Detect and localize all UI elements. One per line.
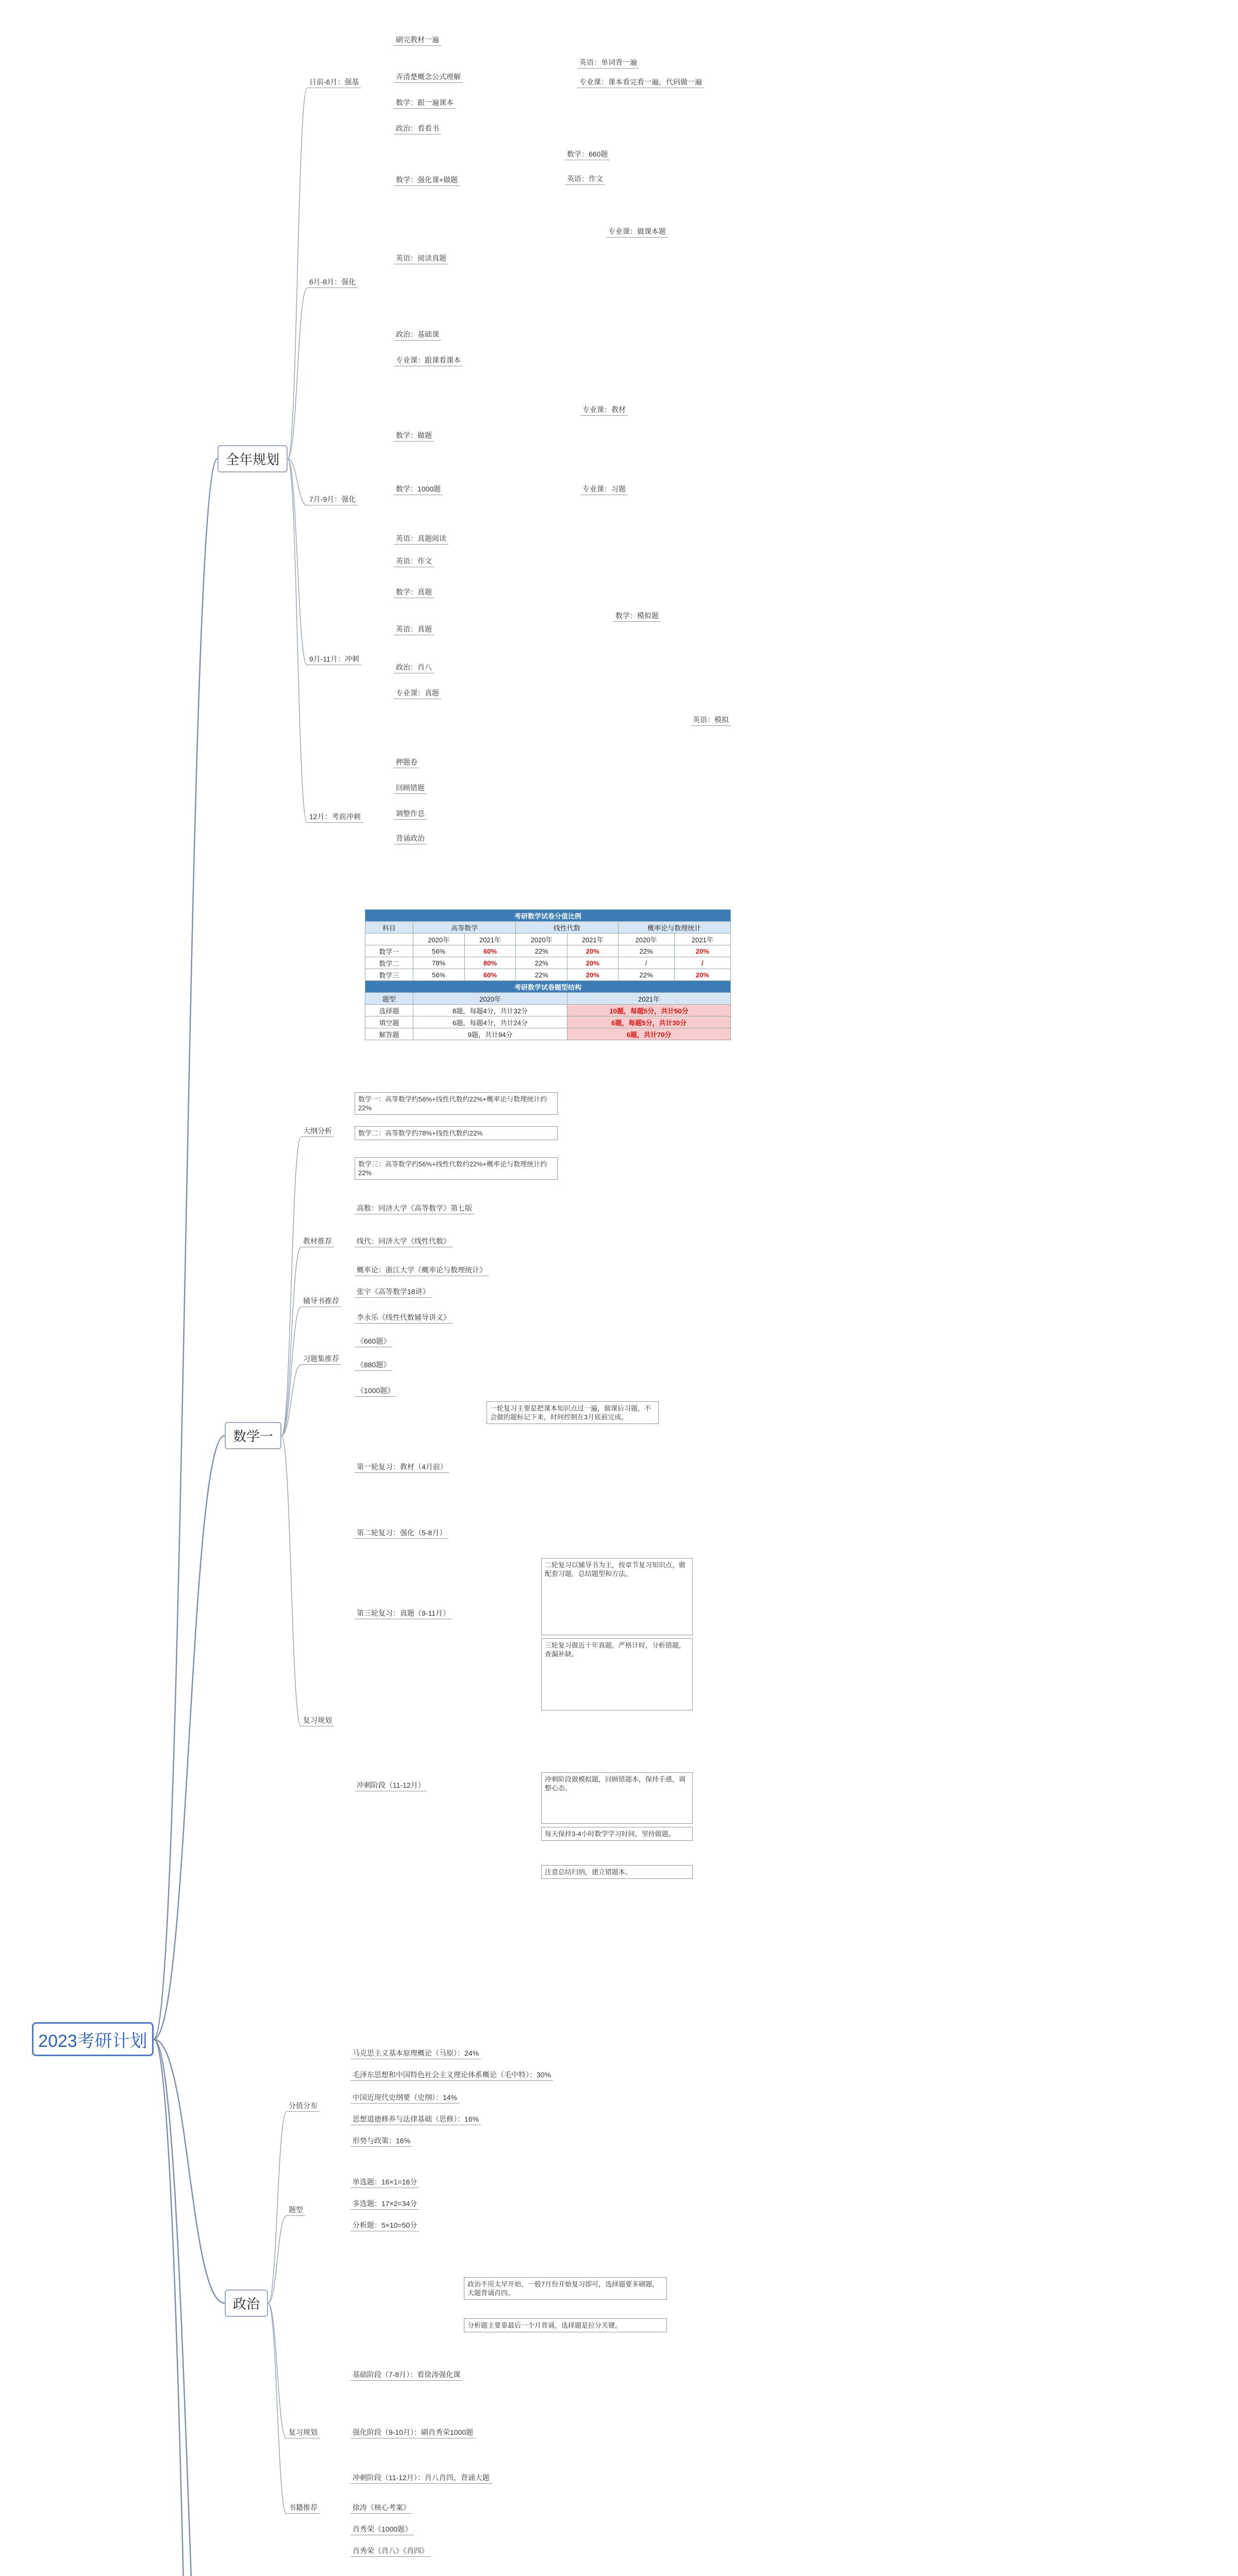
- plan-item: 背诵政治: [394, 834, 427, 844]
- table-cell: /: [618, 957, 674, 969]
- plan-item: 专业课：真题: [394, 688, 441, 699]
- math-note: 每天保持3-4小时数学学习时间，坚持做题。: [541, 1827, 693, 1841]
- plan-phase-3[interactable]: 7月-9月：强化: [307, 495, 358, 505]
- politics-note: 政治不用太早开始，一般7月份开始复习即可，选择题要多刷题，大题背诵肖四。: [464, 2277, 667, 2300]
- table-cell: 22%: [516, 957, 567, 969]
- math-note: 注意总结归纳，建立错题本。: [541, 1865, 693, 1879]
- col-header: 科目: [365, 922, 413, 934]
- table-cell: 9题，共计94分: [413, 1028, 567, 1040]
- plan-item: 回顾错题: [394, 783, 427, 794]
- math-item: 张宇《高等数学18讲》: [355, 1287, 432, 1298]
- year-header: 2021年: [464, 934, 516, 945]
- plan-item: 英语：阅读真题: [394, 253, 448, 264]
- politics-note: 分析题主要靠最后一个月背诵，选择题是拉分关键。: [464, 2318, 667, 2332]
- plan-item: 专业课：跟课看课本: [394, 355, 463, 366]
- math-note: 冲刺阶段做模拟题，回顾错题本，保持手感，调整心态。: [541, 1772, 693, 1824]
- politics-group[interactable]: 分值分布: [287, 2101, 320, 2112]
- table-cell: 10题，每题5分，共计50分: [567, 1005, 731, 1016]
- math-note: 三轮复习做近十年真题，严格计时，分析错题，查漏补缺。: [541, 1638, 693, 1710]
- table-cell: 78%: [413, 957, 464, 969]
- root-node[interactable]: 2023考研计划: [32, 2022, 154, 2056]
- politics-item: 马克思主义基本原理概论（马原）：24%: [350, 2048, 481, 2059]
- table-cell: 22%: [618, 969, 674, 981]
- table-cell: 选择题: [365, 1005, 413, 1016]
- table-cell: 60%: [464, 945, 516, 957]
- politics-item: 分析题：5×10=50分: [350, 2221, 419, 2231]
- math-group[interactable]: 习题集推荐: [301, 1354, 341, 1365]
- col-header: 高等数学: [413, 922, 516, 934]
- table-cell: 22%: [516, 945, 567, 957]
- year-header: 2021年: [567, 934, 618, 945]
- math-note: 二轮复习以辅导书为主，按章节复习知识点，做配套习题，总结题型和方法。: [541, 1558, 693, 1635]
- politics-item: 中国近现代史纲要（史纲）：14%: [350, 2093, 459, 2104]
- politics-item: 肖秀荣《肖八》《肖四》: [350, 2546, 430, 2557]
- table-cell: 20%: [567, 957, 618, 969]
- math-item: 《1000题》: [355, 1386, 396, 1397]
- table-cell: 数学三: [365, 969, 413, 981]
- year-header: 2020年: [516, 934, 567, 945]
- politics-item: 冲刺阶段（11-12月）：肖八肖四，背诵大题: [350, 2473, 492, 2484]
- politics-item: 肖秀荣《1000题》: [350, 2524, 414, 2535]
- table-cell: 解答题: [365, 1028, 413, 1040]
- plan-item: 刷完教材一遍: [394, 35, 441, 46]
- plan-item: 弄清楚概念公式理解: [394, 72, 463, 83]
- year-header: 2020年: [618, 934, 674, 945]
- plan-item: 数学：做题: [394, 431, 434, 442]
- plan-item: 数学：660题: [565, 149, 610, 160]
- plan-item: 英语：模拟: [691, 715, 731, 726]
- math-group[interactable]: 教材推荐: [301, 1236, 334, 1247]
- politics-item: 多选题：17×2=34分: [350, 2199, 419, 2210]
- math-group[interactable]: 辅导书推荐: [301, 1296, 341, 1307]
- table-cell: 20%: [674, 969, 730, 981]
- table-cell: 6题，每题5分，共计30分: [567, 1016, 731, 1028]
- plan-phase-1[interactable]: 日前-6月：强基: [307, 77, 361, 88]
- plan-item: 英语：作文: [394, 556, 434, 567]
- col-header: 题型: [365, 993, 413, 1005]
- table-cell: 22%: [618, 945, 674, 957]
- math-phase[interactable]: 第二轮复习：强化（5-8月）: [355, 1528, 448, 1539]
- table-cell: 60%: [464, 969, 516, 981]
- year-header: 2021年: [674, 934, 730, 945]
- table-cell: 20%: [674, 945, 730, 957]
- politics-item: 强化阶段（9-10月）：刷肖秀荣1000题: [350, 2428, 475, 2438]
- plan-item: 政治：基础课: [394, 330, 441, 341]
- table-cell: 数学二: [365, 957, 413, 969]
- plan-item: 专业课：做课本题: [606, 227, 668, 238]
- col-header: 2021年: [567, 993, 731, 1005]
- plan-item: 英语：单词背一遍: [577, 58, 639, 69]
- math-note: 一轮复习主要是把课本知识点过一遍，做课后习题，不会做的题标记下来，时间控制在3月底前完成。: [487, 1401, 659, 1424]
- politics-item: 形势与政策：16%: [350, 2136, 412, 2147]
- table-cell: 6题，共计70分: [567, 1028, 731, 1040]
- plan-item: 调整作息: [394, 809, 427, 820]
- politics-group[interactable]: 题型: [287, 2205, 305, 2216]
- plan-phase-2[interactable]: 6月-8月：强化: [307, 277, 358, 288]
- table-cell: 56%: [413, 945, 464, 957]
- plan-item: 英语：作文: [565, 174, 605, 185]
- politics-group[interactable]: 复习规划: [287, 2428, 320, 2438]
- table-cell: 20%: [567, 945, 618, 957]
- plan-phase-4[interactable]: 9月-11月：冲刺: [307, 654, 361, 665]
- politics-item: 毛泽东思想和中国特色社会主义理论体系概论（毛中特）：30%: [350, 2070, 553, 2081]
- politics-item: 基础阶段（7-8月）：看徐涛强化课: [350, 2370, 462, 2381]
- table-cell: 6题，每题4分，共计24分: [413, 1016, 567, 1028]
- table-cell: 56%: [413, 969, 464, 981]
- plan-item: 数学：真题: [394, 587, 434, 598]
- score-table-title-2: 考研数学试卷题型结构: [365, 981, 731, 993]
- table-cell: 22%: [516, 969, 567, 981]
- politics-group[interactable]: 书籍推荐: [287, 2503, 320, 2514]
- math-phase[interactable]: 第三轮复习：真题（9-11月）: [355, 1608, 452, 1619]
- table-cell: /: [674, 957, 730, 969]
- year-header: 2020年: [413, 934, 464, 945]
- math-phase[interactable]: 第一轮复习：教材（4月前）: [355, 1462, 449, 1473]
- math-item: 高数：同济大学《高等数学》第七版: [355, 1204, 474, 1214]
- plan-item: 数学：模拟题: [613, 611, 661, 622]
- plan-item: 英语：真题阅读: [394, 534, 448, 545]
- score-table-title: 考研数学试卷分值比例: [365, 910, 731, 922]
- math-item: 数学一：高等数学约56%+线性代数约22%+概率论与数理统计约22%: [355, 1092, 558, 1115]
- math-item: 线代：同济大学《线性代数》: [355, 1236, 453, 1247]
- math-item: 概率论：浙江大学《概率论与数理统计》: [355, 1265, 489, 1276]
- math-item: 《660题》: [355, 1336, 392, 1347]
- plan-item: 政治：肖八: [394, 663, 434, 673]
- math-phase[interactable]: 冲刺阶段（11-12月）: [355, 1781, 427, 1791]
- plan-item: 数学：跟一遍课本: [394, 98, 456, 109]
- plan-item: 押题卷: [394, 757, 420, 768]
- math-item: 数学二：高等数学约78%+线性代数约22%: [355, 1126, 558, 1140]
- table-cell: 20%: [567, 969, 618, 981]
- math-item: 李永乐《线性代数辅导讲义》: [355, 1313, 453, 1324]
- math-item: 数学三：高等数学约56%+线性代数约22%+概率论与数理统计约22%: [355, 1157, 558, 1180]
- politics-item: 思想道德修养与法律基础（思修）：16%: [350, 2114, 481, 2125]
- table-cell: 填空题: [365, 1016, 413, 1028]
- table-cell: 数学一: [365, 945, 413, 957]
- math-item: 《880题》: [355, 1360, 392, 1371]
- branch-math[interactable]: 数学一: [225, 1422, 281, 1449]
- branch-politics[interactable]: 政治: [225, 2290, 268, 2317]
- plan-item: 专业课：教材: [580, 405, 628, 416]
- plan-item: 数学：1000题: [394, 484, 443, 495]
- col-header: 概率论与数理统计: [618, 922, 730, 934]
- math-group[interactable]: 复习规划: [301, 1716, 334, 1726]
- col-header: 线性代数: [516, 922, 618, 934]
- branch-plan[interactable]: 全年规划: [218, 445, 288, 472]
- politics-item: 徐涛《核心考案》: [350, 2503, 412, 2514]
- table-cell: 8题，每题4分，共计32分: [413, 1005, 567, 1016]
- plan-item: 专业课：习题: [580, 484, 628, 495]
- plan-item: 数学：强化课+做题: [394, 175, 460, 186]
- plan-item: 英语：真题: [394, 624, 434, 635]
- politics-item: 单选题：16×1=16分: [350, 2177, 419, 2188]
- score-table: [365, 909, 731, 1040]
- math-group[interactable]: 大纲分析: [301, 1126, 334, 1137]
- col-header: 2020年: [413, 993, 567, 1005]
- table-cell: 80%: [464, 957, 516, 969]
- plan-item: 政治：看看书: [394, 124, 441, 134]
- plan-item: 专业课：课本看完看一遍，代码做一遍: [577, 77, 704, 88]
- plan-phase-5[interactable]: 12月：考前冲刺: [307, 812, 363, 823]
